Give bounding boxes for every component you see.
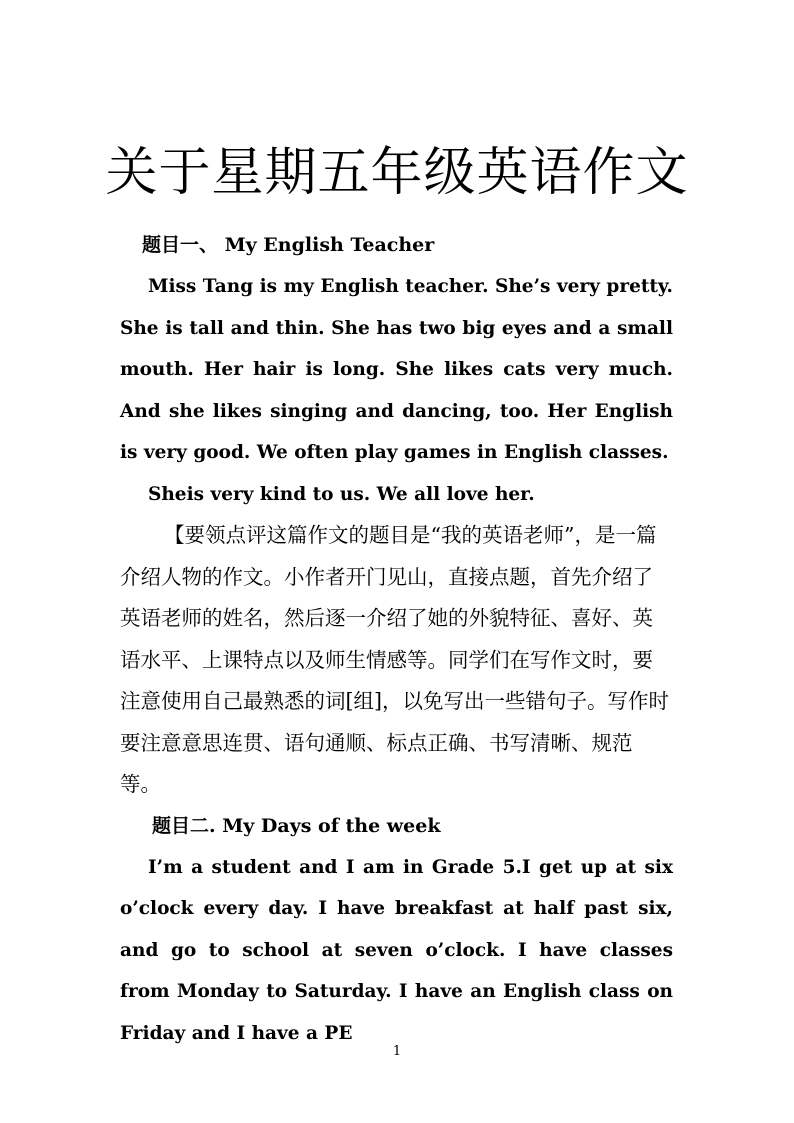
section-2-heading: 题目二. My Days of the week [152,814,441,837]
section-1-paragraph-1: Miss Tang is my English teacher. She’s very pretty. She is tall and thin. She has two big eyes and a small mouth. Her hair is long. She likes cats very much. And she likes singing and dancing, too. Her English is very good. We often play games in English classes. [120,276,673,463]
section-1 [120,225,673,806]
section-1-heading: 题目一、 My English Teacher [142,234,435,256]
document-title: 关于星期五年级英语作文 [105,143,689,203]
section-2-paragraph-1: I’m a student and I am in Grade 5.I get up at six o’clock every day. I have breakfast at half past six, and go to school at seven o’clock. I have classes from Monday to Saturday. I have an English class on Friday and I have a PE [120,856,673,1044]
document-body [120,225,673,1054]
page-number: 1 [392,1044,402,1059]
section-1-comment: 【要领点评这篇作文的题目是“我的英语老师”，是一篇介绍人物的作文。小作者开门见山，直接点题，首先介绍了英语老师的姓名，然后逐一介绍了她的外貌特征、喜好、英语水平、上课特点以及师生情感等。同学们在写作文时，要注意使用自己最熟悉的词[组]，以免写出一些错句子。写作时要注意意思连贯、语句通顺、标点正确、书写清晰、规范等。 [120,523,669,796]
section-1-paragraph-2: Sheis very kind to us. We all love her. [148,483,535,505]
section-2 [120,806,673,1055]
